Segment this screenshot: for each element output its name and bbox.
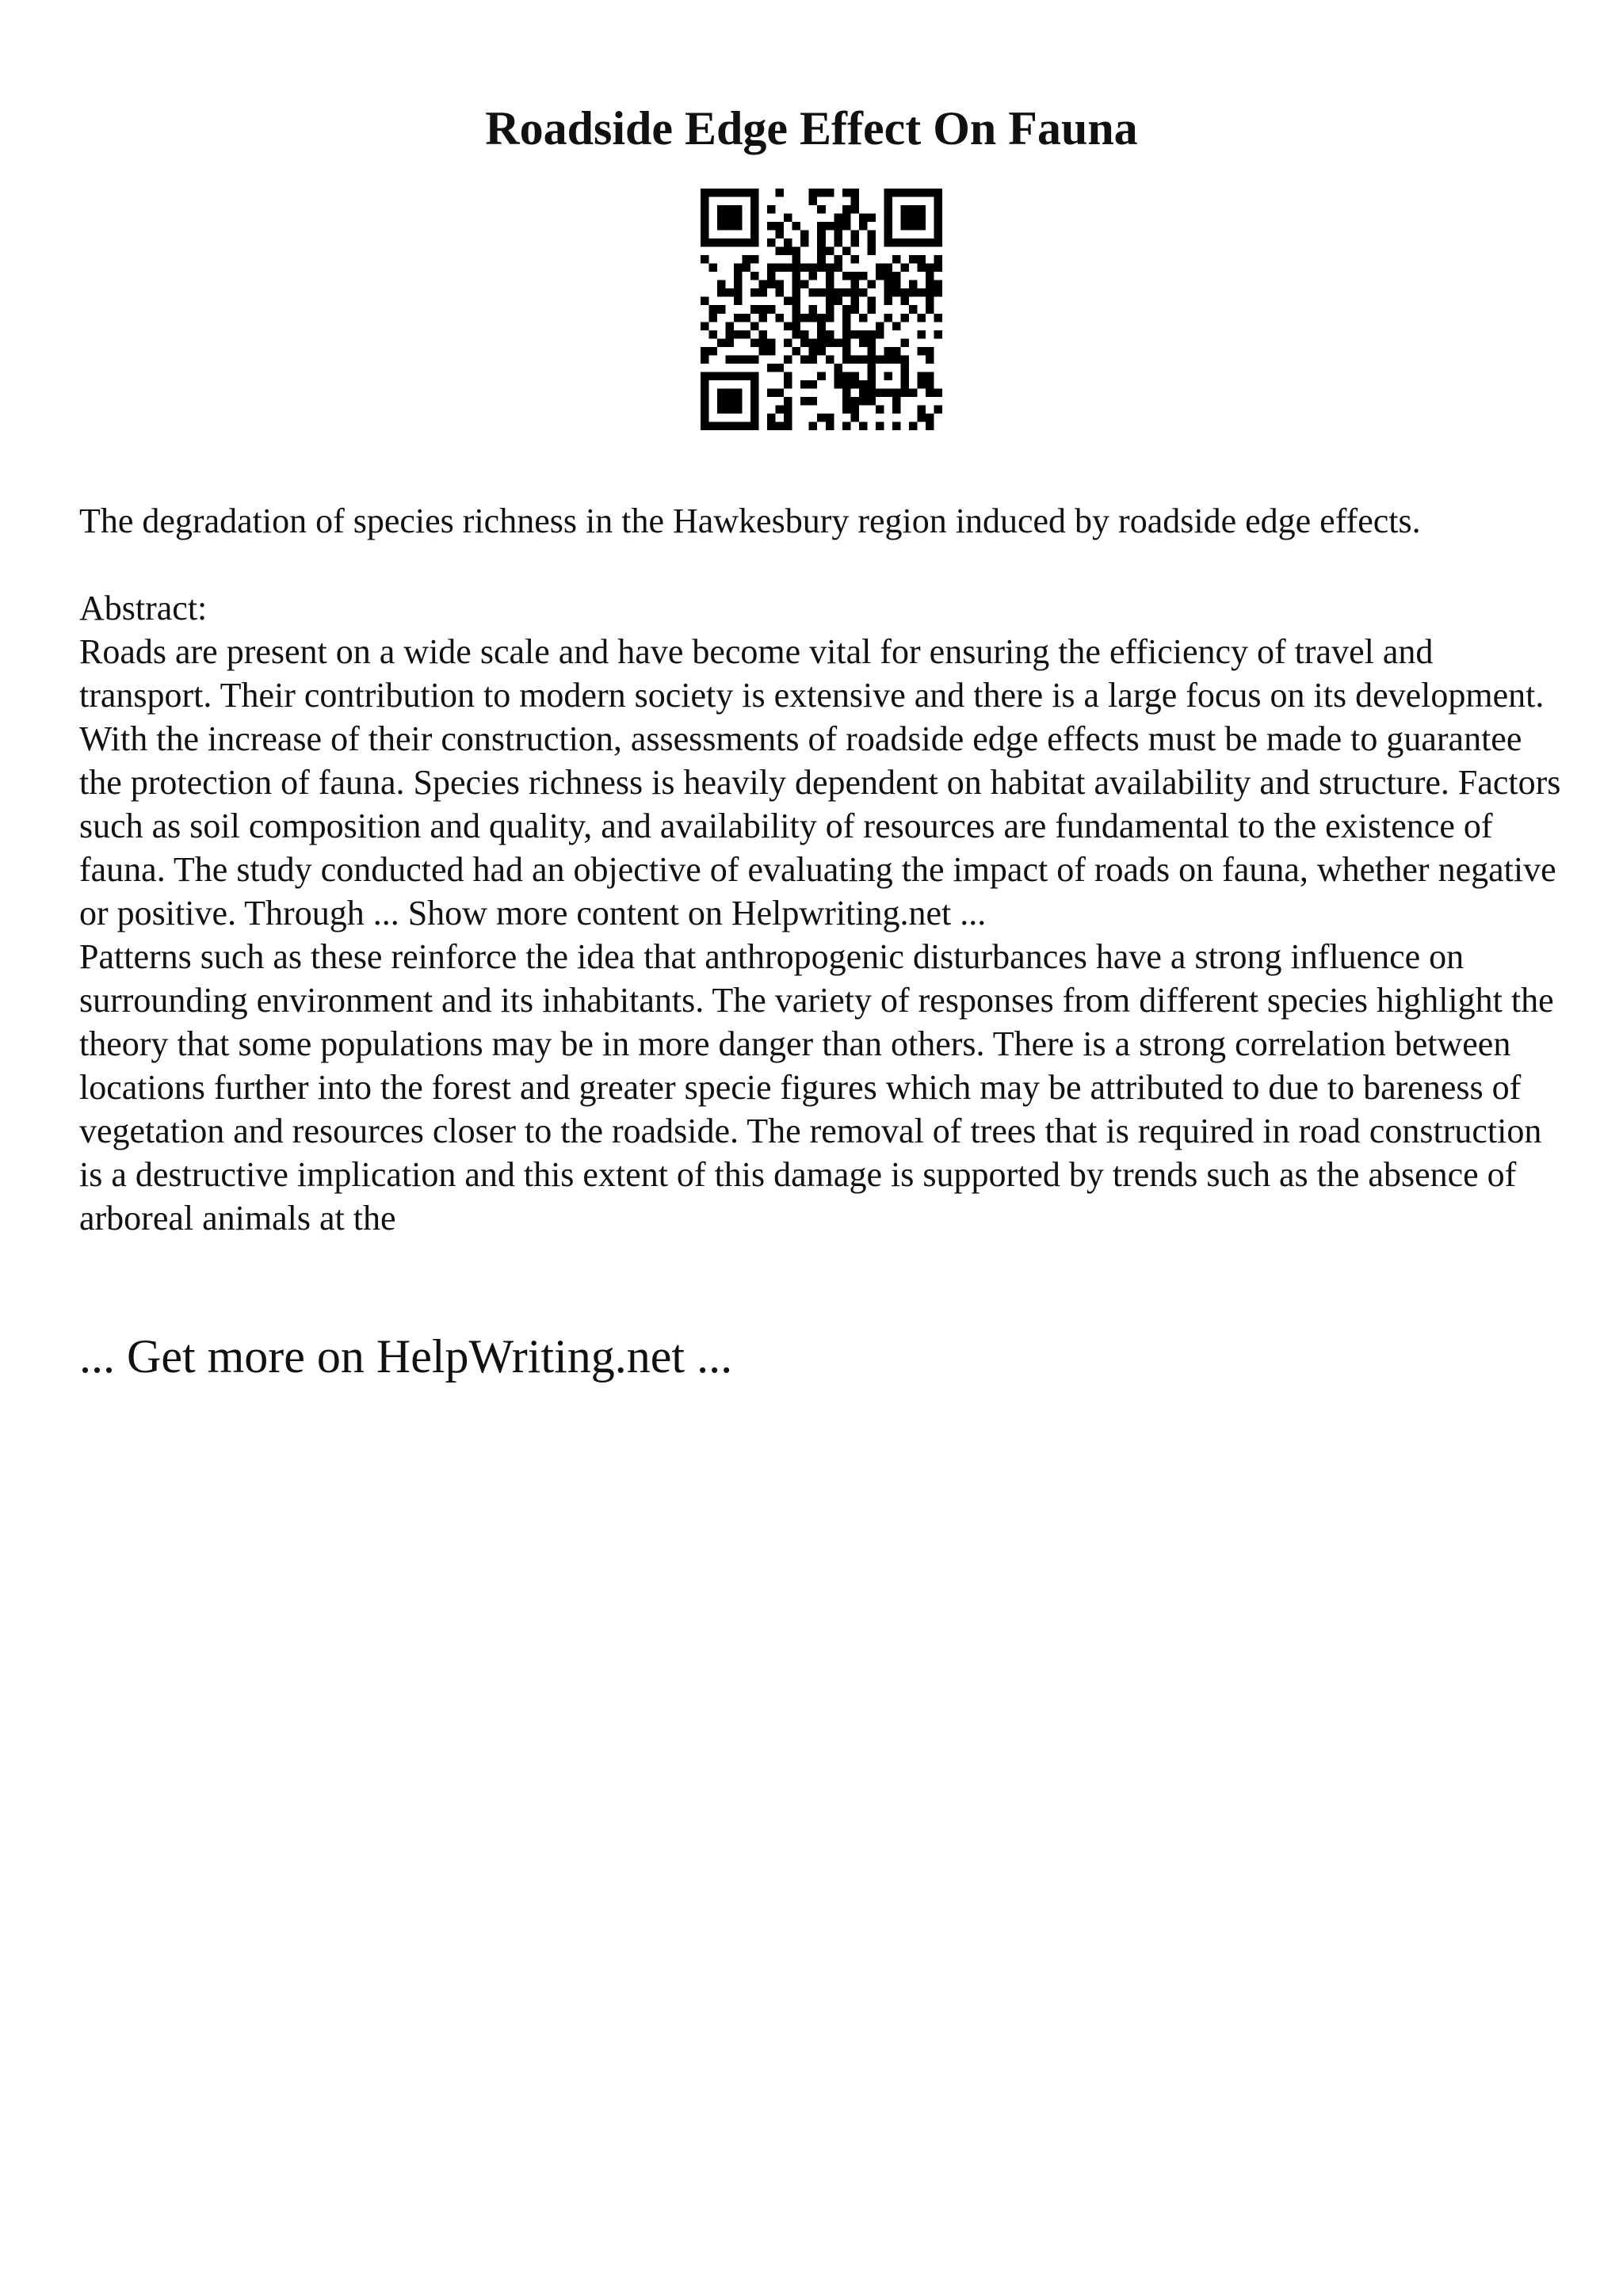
- abstract-text: Roads are present on a wide scale and have become vital for ensuring the efficiency of travel and transport. Their contribution to modern society is extensive and there is a large focus on its development. With the increase of their construction, assessments of roadside edge effects must be made to guarantee the protection of fauna. Species richness is heavily dependent on habitat availability and structure. Factors such as soil composition and quality, and availability of resources are fundamental to the existence of fauna. The study conducted had an objective of evaluating the impact of roads on fauna, whether negative or positive. Through ... Show more content on Helpwriting.net ...: [79, 632, 1561, 933]
- document-body: [79, 499, 1569, 1240]
- body-text: Patterns such as these reinforce the idea that anthropogenic disturbances have a strong influence on surrounding environment and its inhabitants. The variety of responses from different species highlight the theory that some populations may be in more danger than others. There is a strong correlation between locations further into the forest and greater specie figures which may be attributed to due to bareness of vegetation and resources closer to the roadside. The removal of trees that is required in road construction is a destructive implication and this extent of this damage is supported by trends such as the absence of arboreal animals at the: [79, 937, 1554, 1238]
- qr-code-graphic: [701, 189, 942, 430]
- get-more-link[interactable]: ... Get more on HelpWriting.net ...: [79, 1330, 733, 1383]
- document-title: Roadside Edge Effect On Fauna: [485, 102, 1138, 154]
- qr-code-icon: [701, 189, 942, 430]
- paragraph-spacer: [79, 543, 1569, 586]
- document-subtitle: The degradation of species richness in the Hawkesbury region induced by roadside edge effects.: [79, 502, 1421, 540]
- abstract-label: Abstract:: [79, 589, 208, 627]
